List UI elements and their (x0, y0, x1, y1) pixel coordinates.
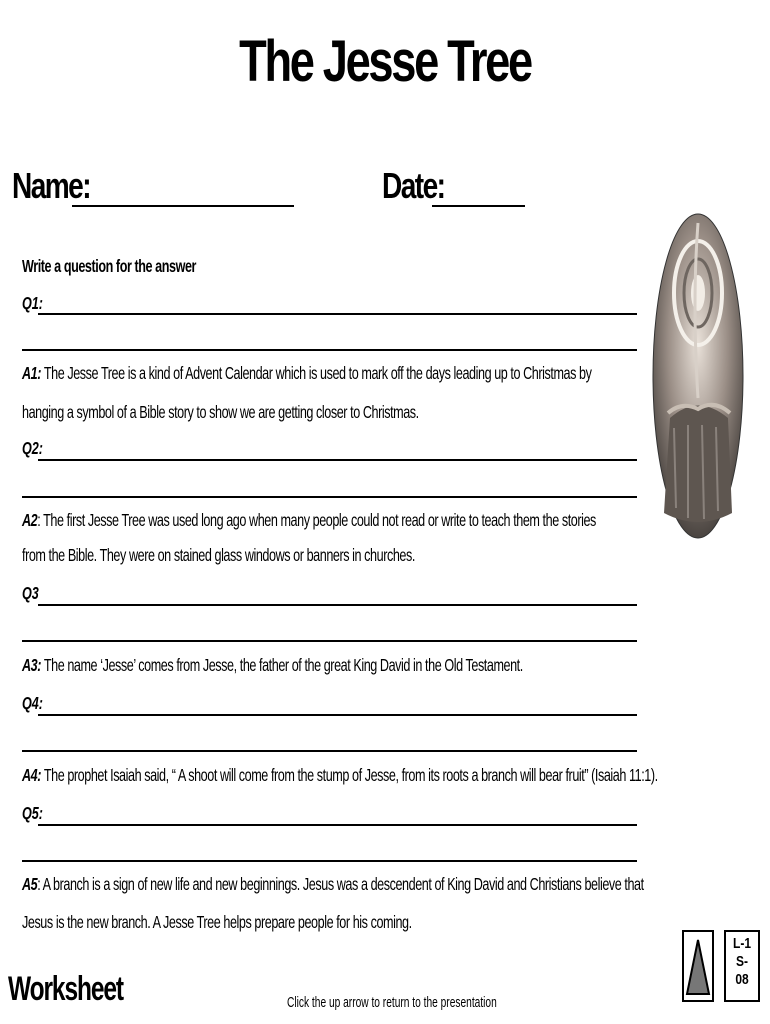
date-label: Date: (382, 165, 445, 206)
answer-4-line-1: A4: The prophet Isaiah said, “ A shoot will come from the stump of Jesse, from its roots a branch will bear fruit” (Isaiah 11:1). (22, 765, 658, 785)
up-arrow-button[interactable] (682, 930, 714, 1002)
question-label-2: Q2: (22, 438, 44, 458)
instruction-text: Write a question for the answer (22, 256, 197, 276)
question-answer-line-1b[interactable] (22, 349, 637, 351)
question-answer-line-3a[interactable] (38, 604, 637, 606)
worksheet-label: Worksheet (8, 970, 123, 1008)
answer-3-line-1: A3: The name ‘Jesse’ comes from Jesse, the father of the great King David in the Old Testament. (22, 655, 523, 675)
question-answer-line-4a[interactable] (38, 714, 637, 716)
footer-note: Click the up arrow to return to the presentation (287, 994, 497, 1011)
answer-2-line-2: from the Bible. They were on stained glass windows or banners in churches. (22, 545, 415, 565)
answer-5-line-2: Jesus is the new branch. A Jesse Tree helps prepare people for his coming. (22, 912, 412, 932)
date-field[interactable] (432, 205, 525, 207)
answer-1-line-2: hanging a symbol of a Bible story to show we are getting closer to Christmas. (22, 402, 419, 422)
page-title: The Jesse Tree (239, 29, 531, 94)
question-answer-line-1a[interactable] (38, 313, 637, 315)
question-answer-line-2b[interactable] (22, 496, 637, 498)
slide-code-line-1: L-1 (733, 935, 751, 952)
question-answer-line-5a[interactable] (38, 824, 637, 826)
answer-1-line-1: A1: The Jesse Tree is a kind of Advent Calendar which is used to mark off the days leading up to Christmas by (22, 363, 592, 383)
answer-2-line-1: A2: The first Jesse Tree was used long ago when many people could not read or write to teach them the stories (22, 510, 596, 530)
question-answer-line-3b[interactable] (22, 640, 637, 642)
answer-5-line-1: A5: A branch is a sign of new life and new beginnings. Jesus was a descendent of King David and Christians believe that (22, 874, 644, 894)
slide-code-badge (724, 930, 760, 1002)
question-label-5: Q5: (22, 803, 44, 823)
name-field[interactable] (72, 205, 294, 207)
up-arrow-icon (684, 932, 712, 1000)
question-answer-line-2a[interactable] (38, 459, 637, 461)
question-answer-line-4b[interactable] (22, 750, 637, 752)
slide-code-line-2: S-08 (735, 953, 749, 988)
jesse-tree-image (652, 213, 744, 539)
name-label: Name: (12, 165, 91, 206)
question-label-4: Q4: (22, 693, 44, 713)
question-label-1: Q1: (22, 293, 44, 313)
question-answer-line-5b[interactable] (22, 860, 637, 862)
question-label-3: Q3 (22, 583, 39, 603)
